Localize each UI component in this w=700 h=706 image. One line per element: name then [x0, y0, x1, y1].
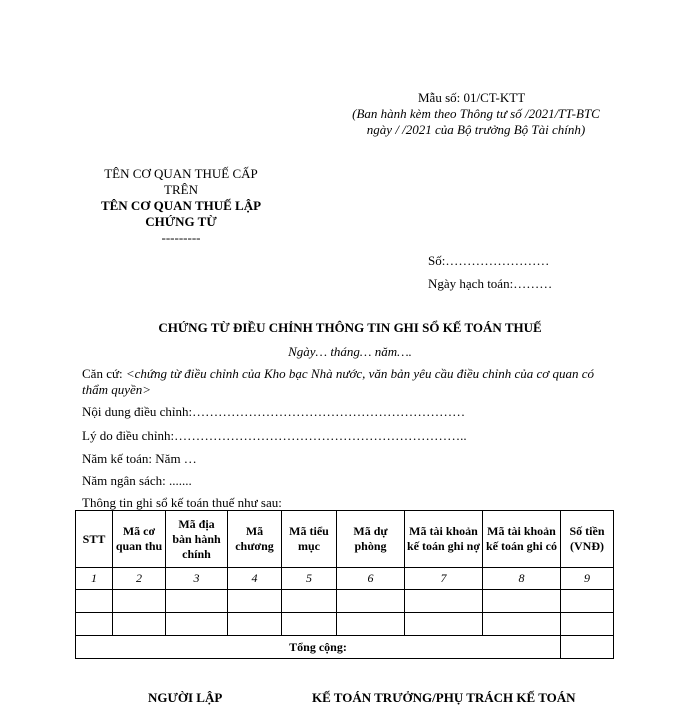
col-header: Mã địa bàn hành chính	[166, 511, 228, 568]
table-cell	[228, 590, 282, 613]
parent-agency: TÊN CƠ QUAN THUẾ CẤP TRÊN	[104, 166, 258, 197]
table-cell	[483, 613, 561, 636]
fiscal-year: Năm kế toán: Năm …	[82, 451, 197, 466]
table-header-row	[76, 511, 614, 568]
issued-note-line1: (Ban hành kèm theo Thông tư số /2021/TT-BTC	[352, 106, 600, 121]
issued-note-line2: ngày / /2021 của Bộ trưởng Bộ Tài chính)	[366, 122, 586, 137]
table-cell	[337, 590, 405, 613]
col-index: 3	[166, 568, 228, 590]
table-cell	[337, 613, 405, 636]
info-label: Thông tin ghi sổ kế toán thuế như sau:	[82, 495, 282, 510]
col-index: 7	[405, 568, 483, 590]
table-row	[76, 590, 614, 613]
col-header: Mã tài khoản kế toán ghi có	[483, 511, 561, 568]
table-index-row	[76, 568, 614, 590]
col-index: 8	[483, 568, 561, 590]
agency-divider: ---------	[161, 230, 201, 245]
total-label: Tổng cộng:	[76, 636, 561, 659]
col-header: Mã chương	[228, 511, 282, 568]
table-row	[76, 613, 614, 636]
signature-chief-accountant: KẾ TOÁN TRƯỞNG/PHỤ TRÁCH KẾ TOÁN	[312, 690, 576, 705]
table-cell	[76, 613, 113, 636]
table-cell	[166, 613, 228, 636]
col-header: Mã dự phòng	[337, 511, 405, 568]
table-cell	[561, 590, 614, 613]
document-number: Số:……………………	[428, 253, 550, 268]
ledger-table	[75, 510, 614, 659]
table-cell	[561, 613, 614, 636]
col-index: 6	[337, 568, 405, 590]
basis-text: <chứng từ điều chỉnh của Kho bạc Nhà nước, văn bản yêu cầu điều chỉnh của cơ quan có thẩm quyền>	[82, 366, 594, 397]
date-line: Ngày… tháng… năm….	[288, 344, 412, 359]
col-index: 2	[113, 568, 166, 590]
table-cell	[113, 613, 166, 636]
adjustment-content: Nội dung điều chỉnh:………………………………………………………	[82, 404, 466, 419]
col-header: STT	[76, 511, 113, 568]
accounting-date: Ngày hạch toán:………	[428, 276, 553, 291]
col-index: 9	[561, 568, 614, 590]
document-title: CHỨNG TỪ ĐIỀU CHỈNH THÔNG TIN GHI SỔ KẾ TOÁN THUẾ	[158, 320, 542, 335]
table-cell	[76, 590, 113, 613]
table-cell	[228, 613, 282, 636]
basis-paragraph	[82, 366, 622, 398]
total-value	[561, 636, 614, 659]
signature-preparer: NGƯỜI LẬP	[148, 690, 223, 705]
col-index: 5	[282, 568, 337, 590]
basis-label: Căn cứ:	[82, 366, 126, 381]
agency-block	[86, 166, 276, 246]
form-code: Mẫu số: 01/CT-KTT	[418, 90, 526, 105]
issued-note	[336, 106, 616, 138]
table-cell	[405, 590, 483, 613]
budget-year: Năm ngân sách: .......	[82, 473, 192, 488]
col-header: Mã tài khoản kế toán ghi nợ	[405, 511, 483, 568]
table-cell	[282, 613, 337, 636]
col-index: 1	[76, 568, 113, 590]
col-header: Mã tiểu mục	[282, 511, 337, 568]
col-header: Mã cơ quan thu	[113, 511, 166, 568]
adjustment-reason: Lý do điều chỉnh:…………………………………………………………..	[82, 428, 467, 443]
issuing-agency: TÊN CƠ QUAN THUẾ LẬP CHỨNG TỪ	[100, 198, 262, 229]
table-cell	[113, 590, 166, 613]
table-cell	[405, 613, 483, 636]
table-total-row	[76, 636, 614, 659]
table-cell	[282, 590, 337, 613]
col-header: Số tiền (VNĐ)	[561, 511, 614, 568]
table-cell	[166, 590, 228, 613]
col-index: 4	[228, 568, 282, 590]
table-cell	[483, 590, 561, 613]
